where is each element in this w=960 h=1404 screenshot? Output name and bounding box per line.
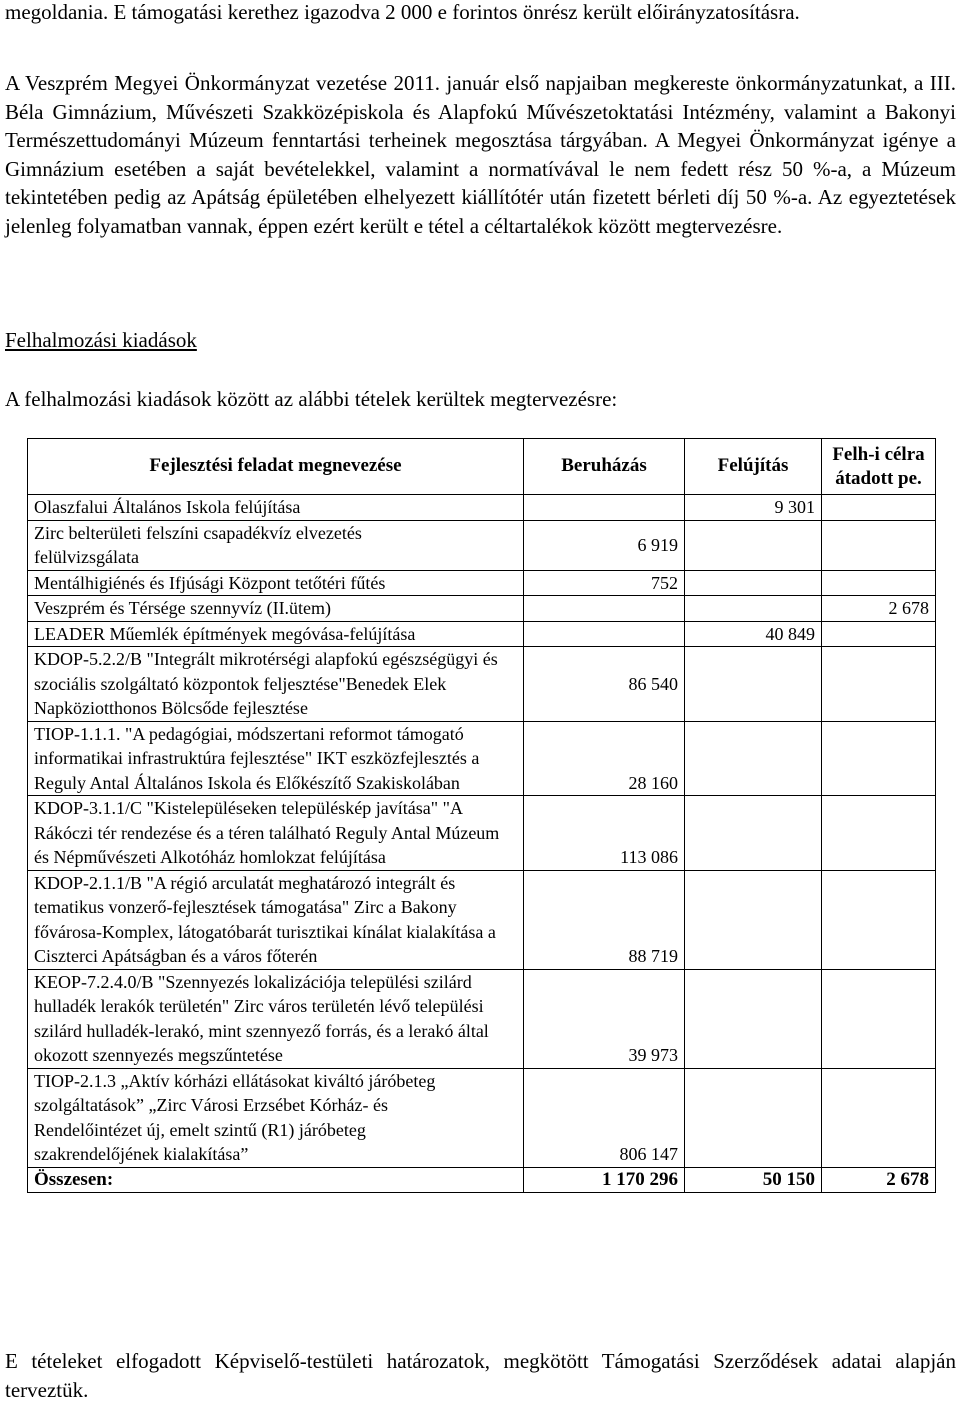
row-renovation: 40 849 [685,621,822,647]
row-renovation: 9 301 [685,495,822,521]
table-row [28,647,936,722]
closing-paragraph: E tételeket elfogadott Képviselő-testületi határozatok, megkötött Támogatási Szerződések adatai alapján terveztük. [5,1349,956,1402]
header-renovation: Felújítás [685,439,822,495]
table-row [28,520,936,570]
row-transfer [822,870,936,969]
total-investment: 1 170 296 [524,1167,685,1193]
budget-table [27,438,936,1193]
row-investment: 113 086 [524,796,685,871]
row-name: TIOP-2.1.3 „Aktív kórházi ellátásokat kiváltó járóbeteg szolgáltatások” „Zirc Városi Erzsébet Kórház- és Rendelőintézet új, emelt szintű (R1) járóbeteg szakrendelőjének kialakítása” [28,1068,524,1167]
row-name: KDOP-3.1.1/C "Kistelepüléseken településkép javítása" "A Rákóczi tér rendezése és a téren található Reguly Antal Múzeum és Népművészeti Alkotóház homlokzat felújítása [28,796,524,871]
paragraph-2: A Veszprém Megyei Önkormányzat vezetése 2011. január első napjaiban megkereste önkormányzatunkat, a III. Béla Gimnázium, Művészeti Szakközépiskola és Alapfokú Művészetoktatási Intézmény, valamint a Bakonyi Természettudományi Múzeum fenntartási terheinek megosztása tárgyában. A Megyei Önkormányzat igénye a Gimnázium esetében a saját bevételekkel, valamint a normatívával le nem fedett rész 50 %-a, a Múzeum tekintetében pedig az Apátság épületében elhelyezett kiállítótér után fizetett bérleti díj 50 %-a. Az egyeztetések jelenleg folyamatban vannak, éppen ezért került e tétel a céltartalékok között megtervezésre. [5,71,956,238]
header-name: Fejlesztési feladat megnevezése [28,439,524,495]
table-row [28,796,936,871]
row-name: Zirc belterületi felszíni csapadékvíz elvezetés felülvizsgálata [28,520,524,570]
paragraph-1: megoldania. E támogatási kerethez igazodva 2 000 e forintos önrész került előirányzatosításra. [5,0,800,24]
row-renovation [685,596,822,622]
table-row [28,596,936,622]
table-header-row [28,439,936,495]
table-row [28,621,936,647]
row-name: TIOP-1.1.1. "A pedagógiai, módszertani reformot támogató informatikai infrastruktúra fejlesztése" IKT eszközfejlesztés a Reguly Antal Általános Iskola és Előkészítő Szakiskolában [28,721,524,796]
row-renovation [685,520,822,570]
total-label: Összesen: [28,1167,524,1193]
row-name: KEOP-7.2.4.0/B "Szennyezés lokalizációja települési szilárd hulladék lerakók területén" Zirc város területén lévő települési szilárd hulladék-lerakó, mint szennyező forrás, és a lerakó által okozott szennyezés megszűntetése [28,969,524,1068]
row-investment: 86 540 [524,647,685,722]
row-transfer [822,621,936,647]
row-renovation [685,796,822,871]
row-investment: 28 160 [524,721,685,796]
row-investment: 39 973 [524,969,685,1068]
table-row [28,969,936,1068]
row-name: Mentálhigiénés és Ifjúsági Központ tetőtéri fűtés [28,570,524,596]
row-investment [524,495,685,521]
row-investment: 88 719 [524,870,685,969]
row-renovation [685,969,822,1068]
row-renovation [685,870,822,969]
row-transfer [822,1068,936,1167]
header-investment: Beruházás [524,439,685,495]
row-name: Veszprém és Térsége szennyvíz (II.ütem) [28,596,524,622]
table-row [28,721,936,796]
table-row [28,570,936,596]
row-transfer [822,495,936,521]
row-investment: 806 147 [524,1068,685,1167]
row-investment [524,596,685,622]
row-name: LEADER Műemlék építmények megóvása-felújítása [28,621,524,647]
row-transfer: 2 678 [822,596,936,622]
section-heading: Felhalmozási kiadások [5,328,197,352]
row-renovation [685,1068,822,1167]
total-transfer: 2 678 [822,1167,936,1193]
total-renovation: 50 150 [685,1167,822,1193]
row-transfer [822,796,936,871]
row-renovation [685,647,822,722]
row-investment: 6 919 [524,520,685,570]
row-name: KDOP-5.2.2/B "Integrált mikrotérségi alapfokú egészségügyi és szociális szolgáltató központok feljesztése"Benedek Elek Napköziotthonos Bölcsőde fejlesztése [28,647,524,722]
row-investment [524,621,685,647]
intro-text: A felhalmozási kiadások között az alábbi tételek kerültek megtervezésre: [5,387,618,411]
row-name: KDOP-2.1.1/B "A régió arculatát meghatározó integrált és tematikus vonzerő-fejlesztések támogatása" Zirc a Bakony fővárosa-Komplex, látogatóbarát turisztikai kínálat kialakítása a Ciszterci Apátságban és a város főterén [28,870,524,969]
table-row [28,870,936,969]
row-renovation [685,570,822,596]
row-investment: 752 [524,570,685,596]
table-total-row [28,1167,936,1193]
row-name: Olaszfalui Általános Iskola felújítása [28,495,524,521]
row-transfer [822,570,936,596]
row-transfer [822,721,936,796]
table-row [28,495,936,521]
table-row [28,1068,936,1167]
header-transfer: Felh-i célra átadott pe. [822,439,936,495]
row-transfer [822,969,936,1068]
row-renovation [685,721,822,796]
row-transfer [822,520,936,570]
row-transfer [822,647,936,722]
